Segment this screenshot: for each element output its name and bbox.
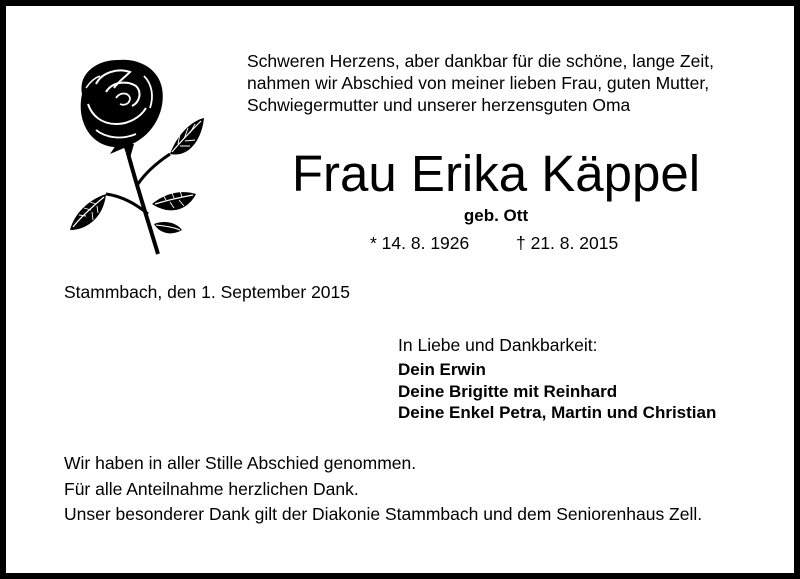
intro-line: Schwiegermutter und unserer herzensguten Oma — [247, 95, 631, 115]
maiden-name: geb. Ott — [463, 206, 529, 225]
intro-line: Schweren Herzens, aber dankbar für die schöne, lange Zeit, — [247, 51, 714, 71]
mourner-entry: Deine Enkel Petra, Martin und Christian — [398, 403, 717, 422]
rose-icon — [66, 54, 216, 259]
closing-line: Für alle Anteilnahme herzlichen Dank. — [64, 478, 359, 499]
place-and-date: Stammbach, den 1. September 2015 — [64, 282, 351, 302]
mourners-list — [398, 359, 716, 424]
birth-date: * 14. 8. 1926 — [370, 233, 470, 253]
intro-line: nahmen wir Abschied von meiner lieben Frau, guten Mutter, — [247, 73, 710, 93]
intro-text — [247, 50, 787, 116]
deceased-name: Frau Erika Käppel — [291, 145, 701, 202]
closing-line: Unser besonderer Dank gilt der Diakonie Stammbach und dem Seniorenhaus Zell. — [64, 504, 703, 524]
mourner-entry: Dein Erwin — [398, 360, 486, 379]
death-date: † 21. 8. 2015 — [516, 233, 619, 253]
closing-line: Wir haben in aller Stille Abschied genommen. — [64, 453, 417, 473]
thanks-intro: In Liebe und Dankbarkeit: — [398, 335, 598, 355]
mourner-entry: Deine Brigitte mit Reinhard — [398, 381, 618, 401]
closing-text — [64, 451, 702, 528]
